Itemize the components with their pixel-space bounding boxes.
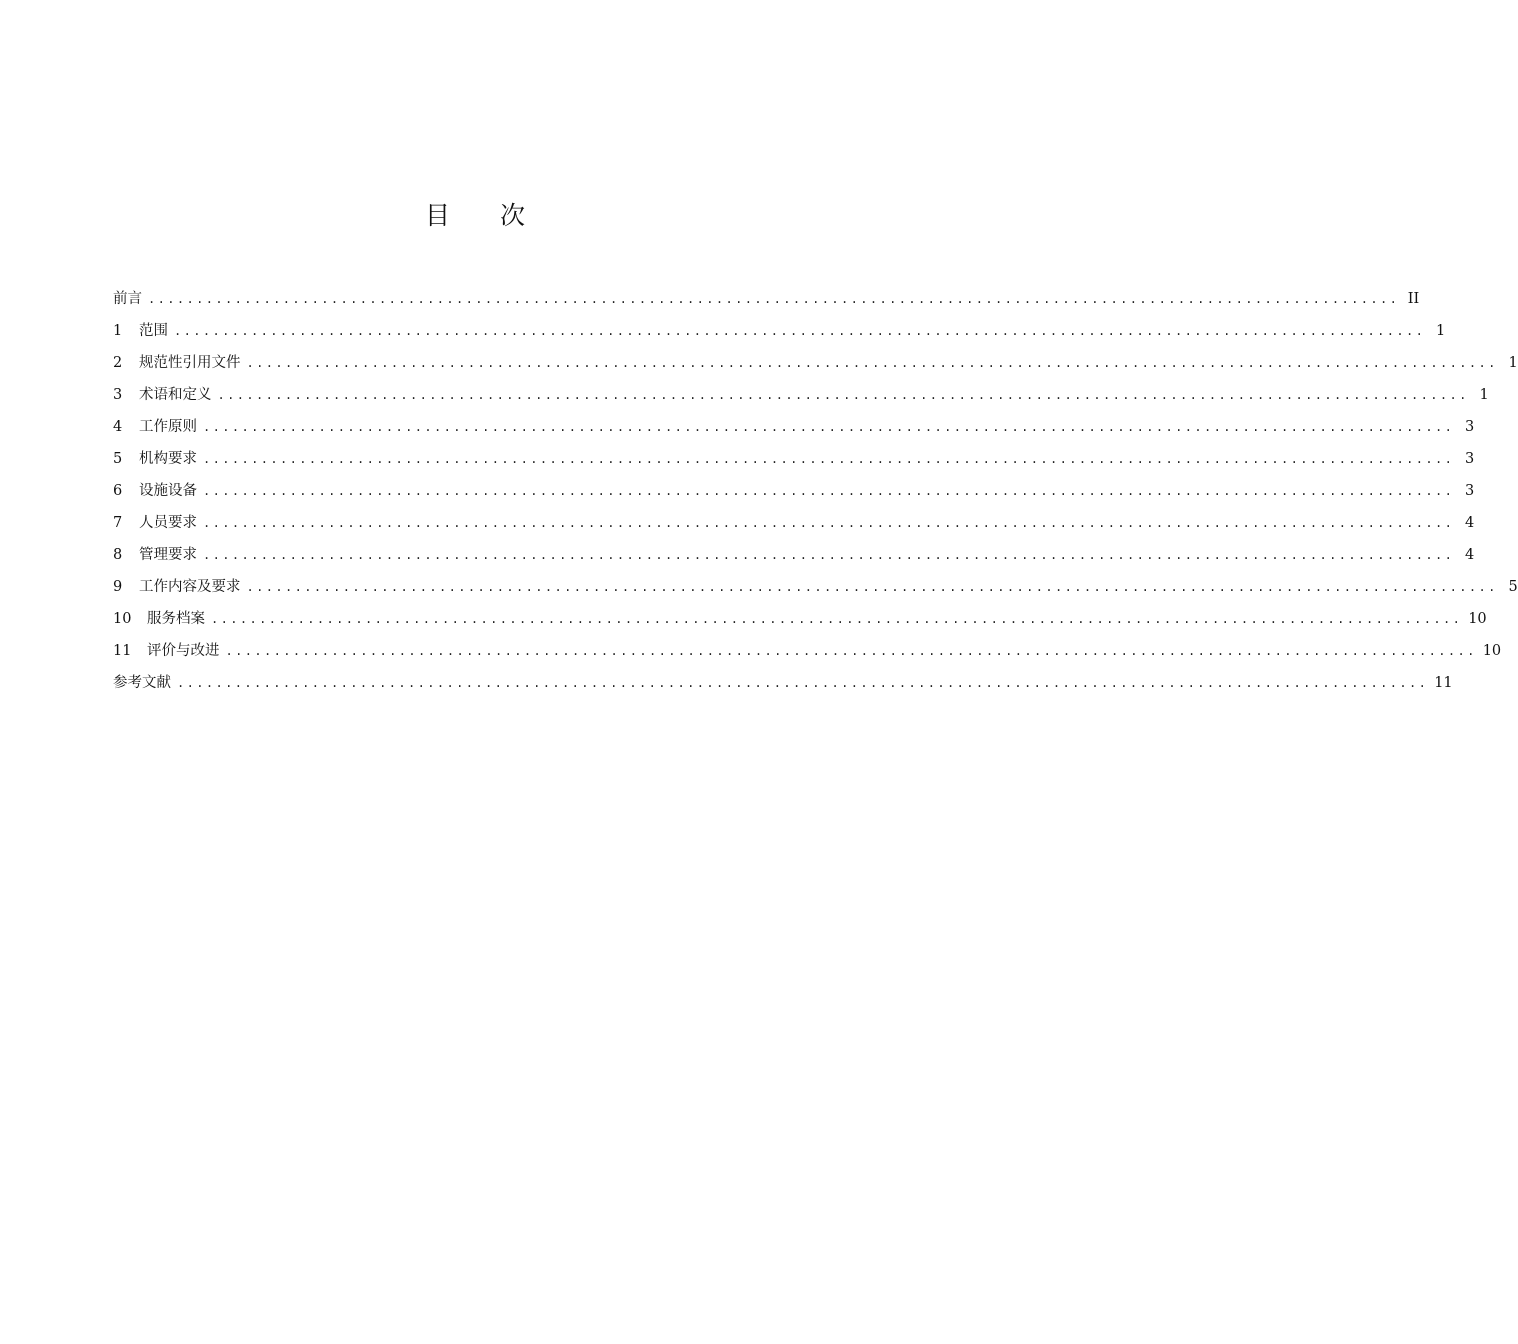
toc-entry-label: 工作原则 <box>139 419 197 435</box>
toc-dot-leader: .................................................................................................................................. <box>177 676 1429 690</box>
toc-dot-leader: .................................................................................................................................. <box>246 580 1498 594</box>
toc-dot-leader: .................................................................................................................................. <box>203 452 1455 466</box>
toc-entry-label: 服务档案 <box>147 611 205 627</box>
toc-section-number: 5 <box>113 451 123 467</box>
toc-entry-label: 范围 <box>139 323 168 339</box>
toc-dot-leader: .................................................................................................................................. <box>174 324 1426 338</box>
toc-page-number: 10 <box>1482 643 1502 659</box>
toc-entry-label: 人员要求 <box>139 515 197 531</box>
toc-section-number: 2 <box>113 355 123 371</box>
toc-page-number: 1 <box>1508 355 1518 371</box>
toc-dot-leader: .................................................................................................................................. <box>148 292 1400 306</box>
toc-entry-8[interactable] <box>113 539 1475 571</box>
toc-dot-leader: .................................................................................................................................. <box>225 644 1477 658</box>
toc-entry-7[interactable] <box>113 507 1475 539</box>
toc-entry-11[interactable] <box>113 635 1502 667</box>
toc-entry-10[interactable] <box>113 603 1487 635</box>
toc-dot-leader: .................................................................................................................................. <box>203 484 1455 498</box>
toc-entry-label: 工作内容及要求 <box>139 579 241 595</box>
toc-page-number: 10 <box>1468 611 1487 627</box>
toc-entry-preface[interactable] <box>113 283 1420 315</box>
toc-dot-leader: .................................................................................................................................. <box>246 356 1498 370</box>
toc-page-number: 4 <box>1464 547 1475 563</box>
toc-entry-5[interactable] <box>113 443 1475 475</box>
toc-entry-label: 术语和定义 <box>139 387 212 403</box>
toc-entry-4[interactable] <box>113 411 1475 443</box>
toc-section-number: 7 <box>113 515 123 531</box>
toc-page-number: 3 <box>1464 483 1475 499</box>
toc-title: 目 次 <box>424 201 525 230</box>
toc-section-number: 9 <box>113 579 123 595</box>
toc-dot-leader: .................................................................................................................................. <box>203 516 1455 530</box>
table-of-contents <box>113 283 1518 699</box>
toc-dot-leader: .................................................................................................................................. <box>203 548 1455 562</box>
toc-entry-3[interactable] <box>113 379 1489 411</box>
toc-section-number: 3 <box>113 387 123 403</box>
toc-page-number: II <box>1407 291 1420 307</box>
toc-section-number: 4 <box>113 419 123 435</box>
toc-dot-leader: .................................................................................................................................. <box>203 420 1455 434</box>
toc-page-number: 1 <box>1435 323 1446 339</box>
toc-entry-label: 设施设备 <box>139 483 197 499</box>
toc-dot-leader: .................................................................................................................................. <box>211 612 1463 626</box>
toc-page-number: 11 <box>1434 675 1453 691</box>
toc-section-number: 6 <box>113 483 123 499</box>
toc-page-number: 4 <box>1464 515 1475 531</box>
toc-entry-label: 机构要求 <box>139 451 197 467</box>
toc-entry-6[interactable] <box>113 475 1475 507</box>
toc-entry-label: 评价与改进 <box>147 643 220 659</box>
toc-dot-leader: .................................................................................................................................. <box>217 388 1469 402</box>
toc-page-number: 5 <box>1508 579 1518 595</box>
toc-entry-references[interactable] <box>113 667 1453 699</box>
toc-page-number: 3 <box>1464 451 1475 467</box>
toc-entry-label: 管理要求 <box>139 547 197 563</box>
toc-page-number: 1 <box>1479 387 1489 403</box>
toc-section-number: 1 <box>113 323 123 339</box>
toc-entry-label: 前言 <box>113 291 142 307</box>
toc-section-number: 8 <box>113 547 123 563</box>
toc-section-number: 11 <box>113 643 132 659</box>
toc-page-number: 3 <box>1464 419 1475 435</box>
toc-section-number: 10 <box>113 611 132 627</box>
toc-entry-label: 参考文献 <box>113 675 171 691</box>
toc-entry-9[interactable] <box>113 571 1518 603</box>
toc-entry-1[interactable] <box>113 315 1446 347</box>
toc-entry-label: 规范性引用文件 <box>139 355 241 371</box>
toc-entry-2[interactable] <box>113 347 1518 379</box>
